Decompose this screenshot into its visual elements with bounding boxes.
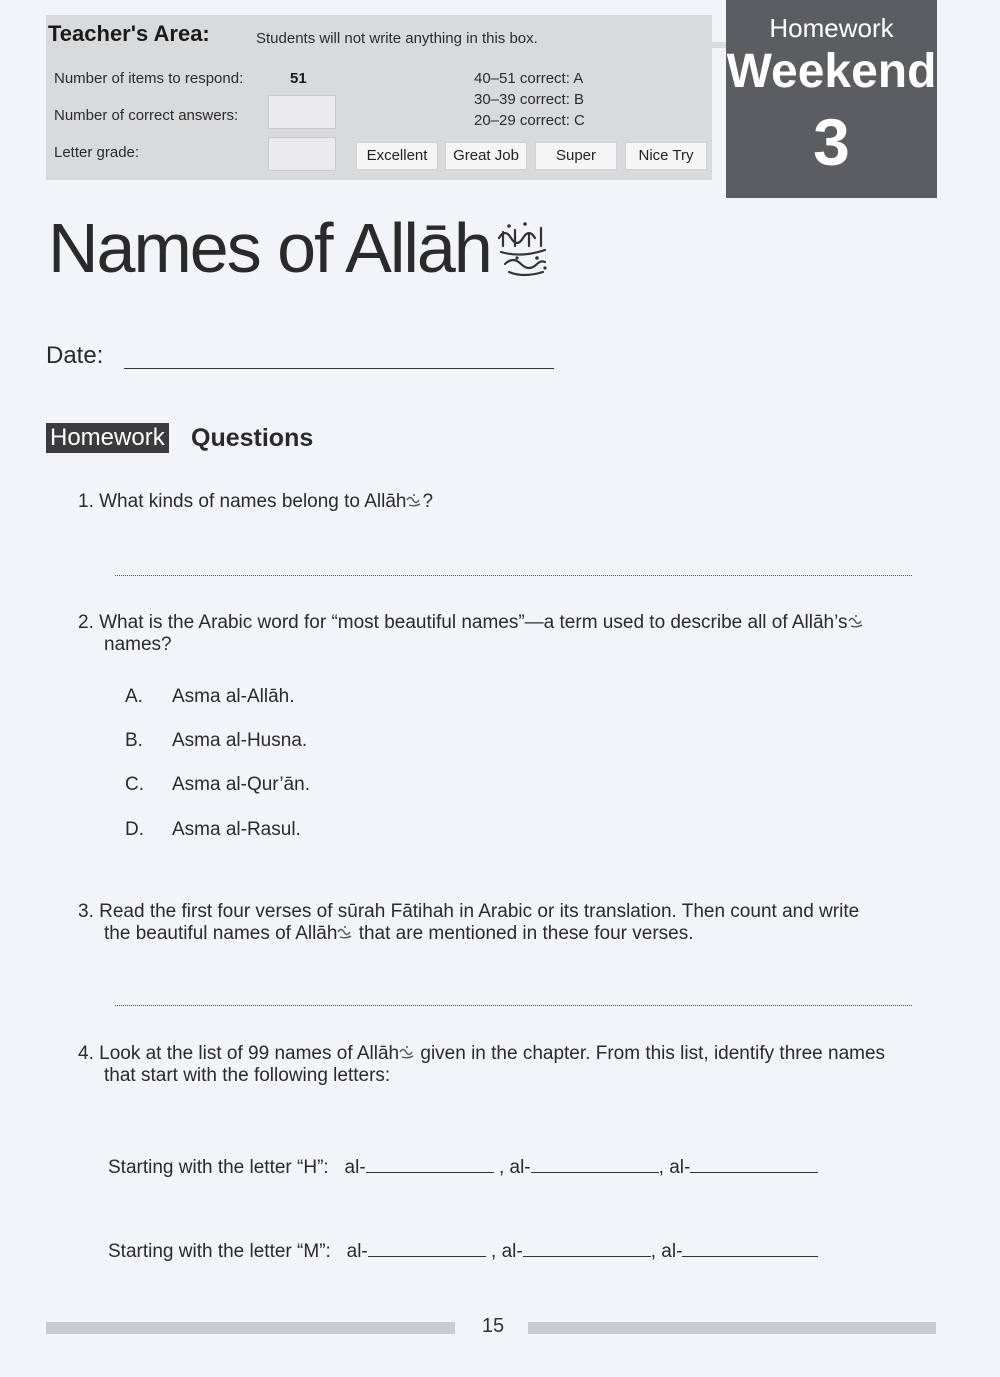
grade-scale-c: 20–29 correct: C (474, 112, 585, 129)
question-3-line2b: that are mentioned in these four verses. (353, 923, 694, 945)
name-blank[interactable] (366, 1156, 494, 1173)
page-number: 15 (481, 1315, 505, 1337)
question-1-answer-line[interactable] (115, 575, 912, 576)
question-4-line2: that start with the following letters: (104, 1065, 391, 1087)
question-4-line1b: given in the chapter. From this list, identify three names (415, 1043, 886, 1065)
footer-bar-right (528, 1322, 936, 1334)
grade-scale-b: 30–39 correct: B (474, 91, 585, 108)
honorific-icon (399, 1043, 415, 1065)
al-prefix: al- (509, 1157, 531, 1178)
question-2 (78, 612, 864, 656)
question-3-line2a: the beautiful names of Allāh (104, 923, 338, 945)
award-excellent[interactable]: Excellent (356, 142, 438, 170)
separator: , (498, 1157, 505, 1178)
award-great-job[interactable]: Great Job (445, 142, 527, 170)
question-2-line2: names? (104, 634, 172, 656)
question-3-answer-line[interactable] (115, 1005, 912, 1006)
badge-weekend-number: 3 (813, 105, 850, 179)
question-1 (78, 491, 433, 513)
teacher-area-note: Students will not write anything in this box. (256, 30, 538, 47)
name-blank[interactable] (368, 1240, 486, 1257)
name-blank[interactable] (531, 1156, 659, 1173)
homework-weekend-badge (726, 0, 937, 198)
letter-grade-field[interactable] (268, 137, 336, 171)
grade-scale-a: 40–51 correct: A (474, 70, 584, 87)
items-value: 51 (290, 70, 307, 87)
separator: , (491, 1241, 497, 1262)
option-text[interactable]: Asma al-Husna. (172, 730, 308, 751)
question-3 (78, 901, 859, 945)
honorific-icon (337, 923, 353, 945)
award-nice-try[interactable]: Nice Try (625, 142, 707, 170)
al-prefix: al- (661, 1241, 683, 1262)
page-title-text: Names of Allāh (48, 209, 491, 287)
teacher-area-title: Teacher's Area: (48, 21, 210, 46)
name-blank[interactable] (523, 1240, 651, 1257)
option-text[interactable]: Asma al-Rasul. (172, 819, 301, 840)
letter-h-row (108, 1156, 818, 1179)
question-2-line1: 2. What is the Arabic word for “most beautiful names”—a term used to describe all of Allāh’s (78, 612, 848, 634)
option-text[interactable]: Asma al-Qur’ān. (172, 774, 310, 795)
question-3-line1: 3. Read the first four verses of sūrah Fātihah in Arabic or its translation. Then count and write (78, 901, 860, 922)
section-tag: Homework (46, 423, 169, 453)
letter-h-label: Starting with the letter “H”: (108, 1157, 329, 1178)
items-label: Number of items to respond: (54, 70, 244, 87)
date-input-line[interactable] (124, 368, 554, 369)
option-text[interactable]: Asma al-Allāh. (172, 686, 295, 707)
footer-bar-left (46, 1322, 455, 1334)
al-prefix: al- (501, 1241, 523, 1262)
badge-homework-label: Homework (769, 13, 894, 43)
separator: , (658, 1157, 664, 1178)
letter-m-label: Starting with the letter “M”: (108, 1241, 331, 1262)
al-prefix: al- (669, 1157, 691, 1178)
question-4 (78, 1043, 885, 1087)
correct-answers-field[interactable] (268, 95, 336, 129)
question-1-end: ? (422, 491, 434, 513)
section-heading: Questions (191, 424, 314, 452)
correct-answers-label: Number of correct answers: (54, 107, 239, 124)
arabic-honorific-icon (495, 214, 553, 294)
option-letter: C. (125, 774, 144, 795)
teacher-area-box (46, 15, 712, 180)
date-label: Date: (46, 342, 104, 369)
question-1-text: 1. What kinds of names belong to Allāh (78, 491, 407, 513)
al-prefix: al- (346, 1241, 368, 1262)
letter-grade-label: Letter grade: (54, 144, 140, 161)
letter-m-row (108, 1240, 818, 1263)
name-blank[interactable] (682, 1240, 818, 1257)
honorific-icon (406, 491, 422, 513)
option-letter: D. (125, 819, 144, 840)
option-letter: B. (125, 730, 143, 751)
badge-connector (712, 42, 726, 48)
name-blank[interactable] (690, 1156, 818, 1173)
option-letter: A. (125, 686, 143, 707)
separator: , (650, 1241, 657, 1262)
award-super[interactable]: Super (535, 142, 617, 170)
honorific-icon (848, 612, 864, 634)
question-3-line2 (78, 923, 859, 945)
badge-weekend-label: Weekend (726, 45, 937, 98)
page-title (48, 208, 553, 294)
al-prefix: al- (344, 1157, 366, 1178)
question-4-line1a: 4. Look at the list of 99 names of Allāh (78, 1043, 400, 1065)
